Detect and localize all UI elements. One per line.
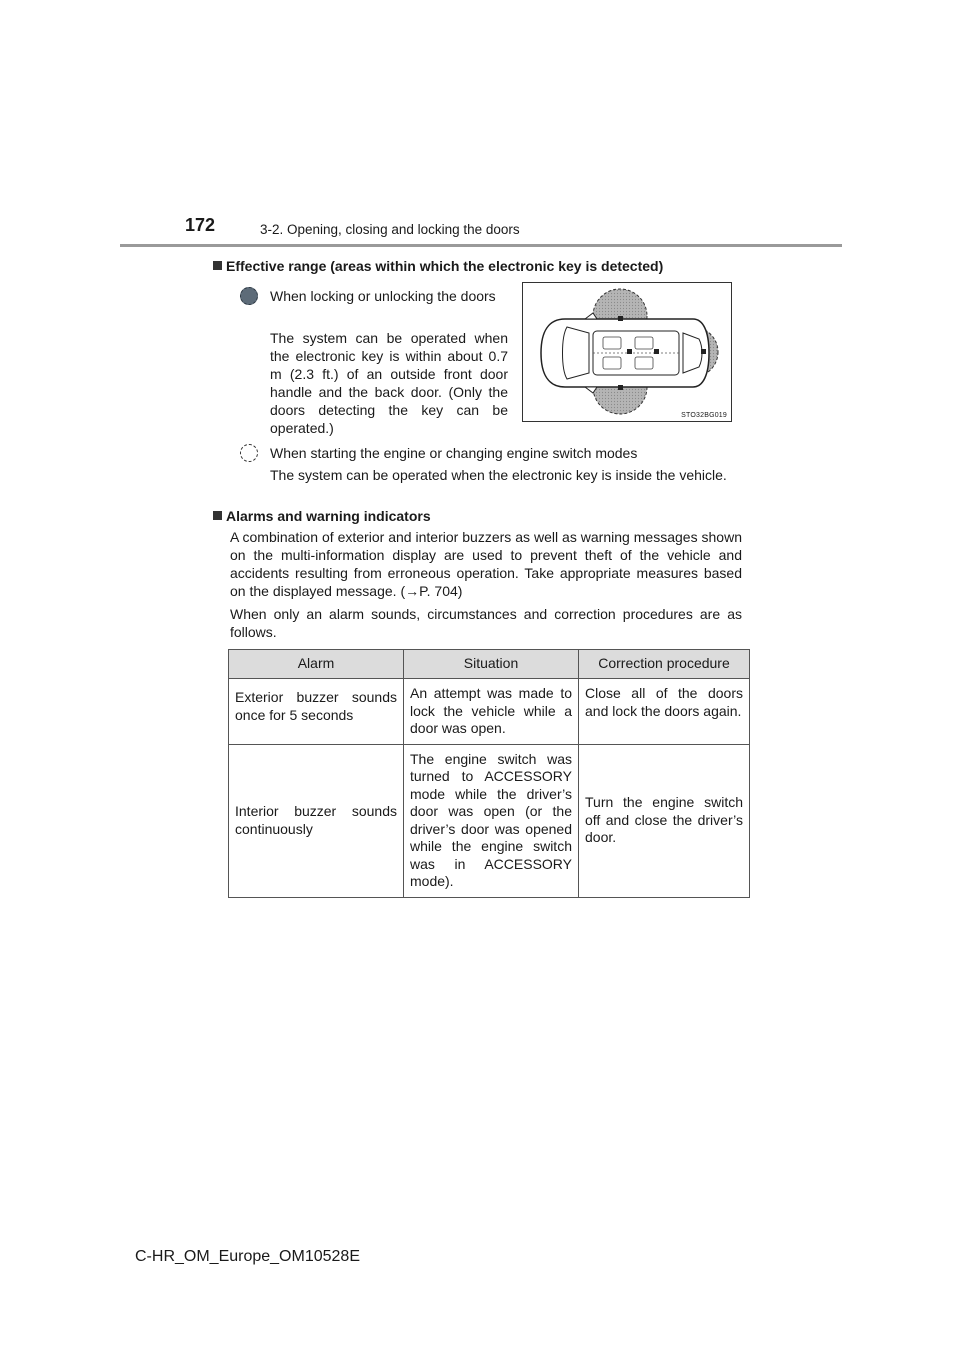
alarm-table bbox=[228, 649, 750, 898]
figure-code: STO32BG019 bbox=[681, 412, 727, 419]
table-header-row bbox=[229, 650, 750, 679]
table-header-correction: Correction procedure bbox=[579, 650, 750, 679]
effective-range-heading-text: Effective range (areas within which the electronic key is detected) bbox=[226, 258, 664, 274]
detection-range-figure bbox=[522, 282, 732, 422]
heading-square-icon bbox=[213, 261, 222, 270]
bullet-outline-icon bbox=[240, 444, 258, 462]
table-row bbox=[229, 679, 750, 745]
heading-square-icon bbox=[213, 511, 222, 520]
rear-window bbox=[683, 333, 702, 373]
starting-title: When starting the engine or changing engine switch modes bbox=[270, 445, 638, 461]
locking-title: When locking or unlocking the doors bbox=[270, 288, 496, 304]
alarms-paragraph-2: When only an alarm sounds, circumstances and correction procedures are as follows. bbox=[230, 606, 742, 640]
table-cell-correction: Close all of the doors and lock the doors again. bbox=[579, 679, 750, 745]
alarms-heading-text: Alarms and warning indicators bbox=[226, 508, 431, 524]
alarms-heading bbox=[213, 508, 431, 524]
page-number: 172 bbox=[185, 215, 216, 235]
bullet-filled-icon bbox=[240, 287, 258, 305]
table-header-alarm: Alarm bbox=[229, 650, 404, 679]
table-cell-situation: The engine switch was turned to ACCESSORY mode while the driver’s door was open (or the driver’s door was opened while the engine switch was in ACCESSORY mode). bbox=[404, 744, 579, 897]
table-cell-alarm: Exterior buzzer sounds once for 5 seconds bbox=[229, 679, 404, 745]
table-row bbox=[229, 744, 750, 897]
effective-range-heading bbox=[213, 258, 663, 274]
table-cell-alarm: Interior buzzer sounds continuously bbox=[229, 744, 404, 897]
header-rule bbox=[120, 244, 842, 247]
locking-text: The system can be operated when the electronic key is within about 0.7 m (2.3 ft.) of an outside front door handle and the back door. (Only the doors detecting the key can be operated.) bbox=[270, 330, 508, 436]
footer-doc-id: C-HR_OM_Europe_OM10528E bbox=[135, 1248, 360, 1265]
alarms-paragraph-1: A combination of exterior and interior buzzers as well as warning messages shown on the multi-information display are used to prevent theft of the vehicle and accidents resulting from erroneous operation. Take appropriate measures based on the displayed message. (→P. 704) bbox=[230, 529, 742, 599]
table-cell-situation: An attempt was made to lock the vehicle while a door was open. bbox=[404, 679, 579, 745]
table-header-situation: Situation bbox=[404, 650, 579, 679]
table-cell-correction: Turn the engine switch off and close the driver’s door. bbox=[579, 744, 750, 897]
starting-text: The system can be operated when the electronic key is inside the vehicle. bbox=[270, 467, 727, 483]
windshield bbox=[563, 327, 590, 379]
section-title: 3-2. Opening, closing and locking the doors bbox=[260, 222, 520, 237]
